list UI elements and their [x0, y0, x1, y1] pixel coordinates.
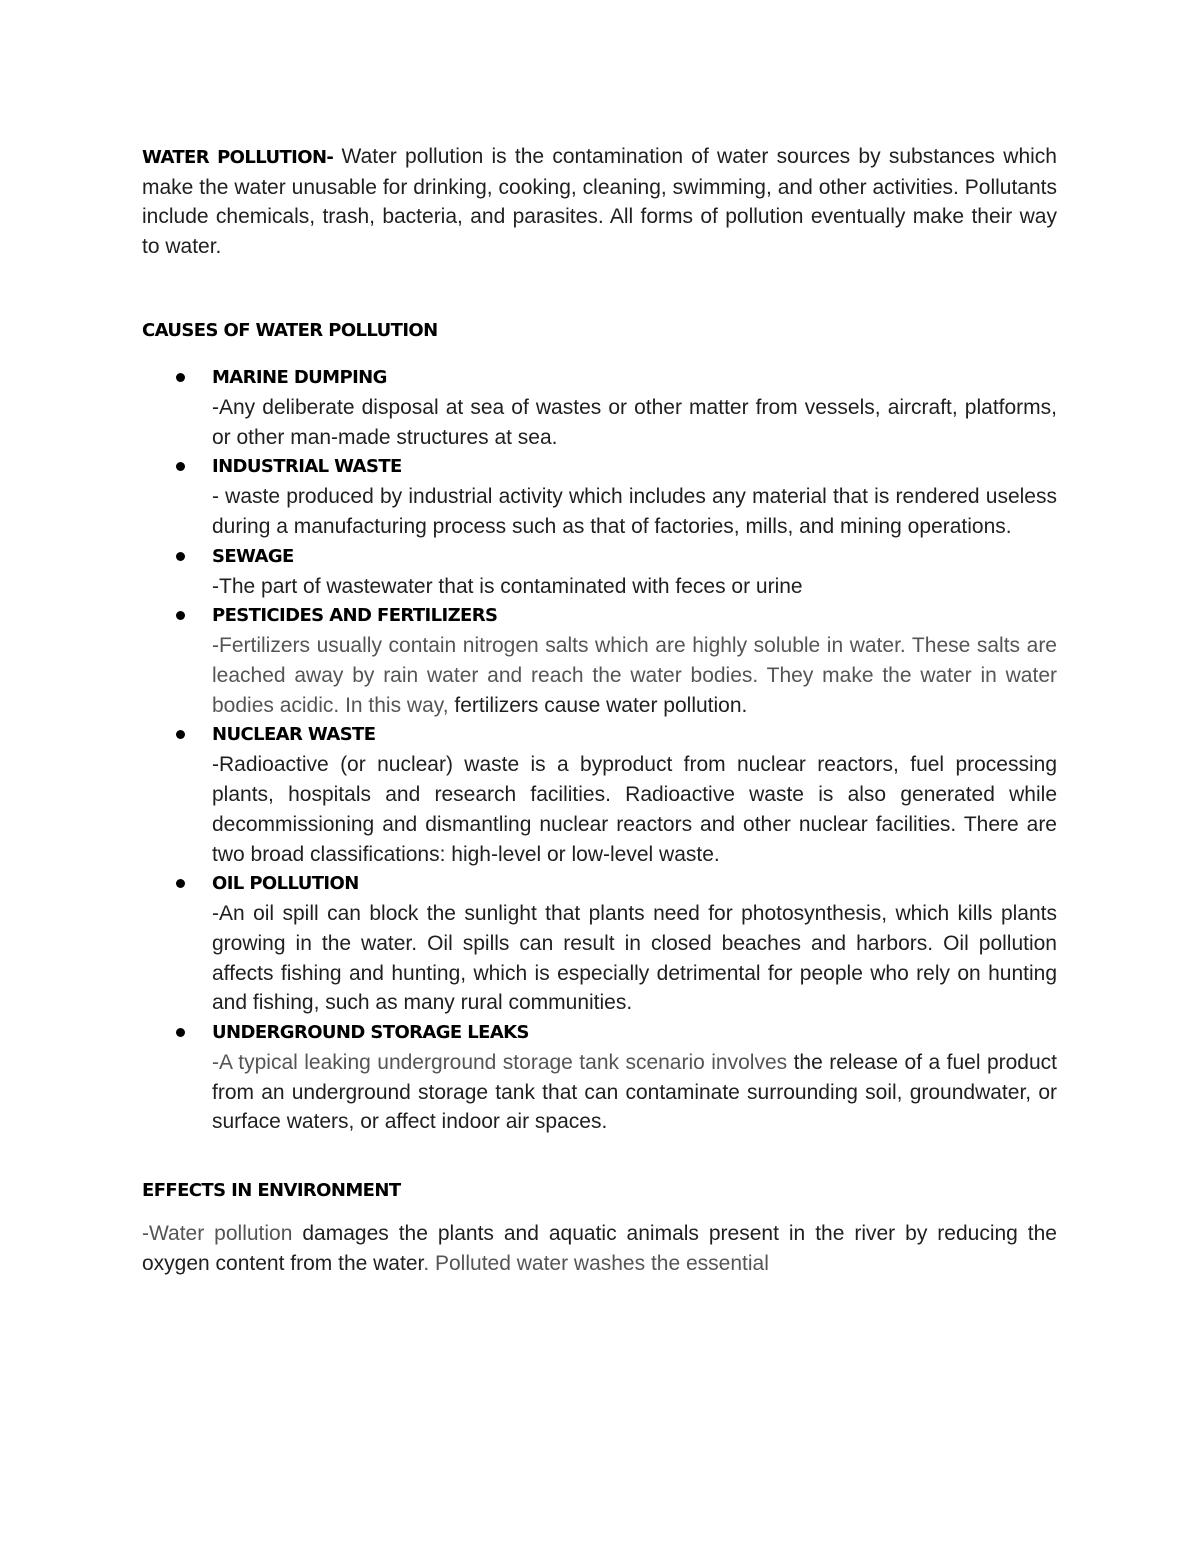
item-body-text: -An oil spill can block the sunlight that plants need for photosynthesis, which kills plants growing in the water. Oil spills can result in closed beaches and harbors. Oil pollution affects fishing and hunting, which is especially detrimental for people who rely on hunting and fishing, such as many rural communities. [212, 902, 1057, 1015]
bullet-icon [176, 373, 185, 382]
item-body-text: -Any deliberate disposal at sea of wastes or other matter from vessels, aircraft, platforms, or other man-made structures at sea. [212, 395, 1057, 449]
effects-text-c: . Polluted water washes the essential [423, 1251, 769, 1275]
item-body [212, 750, 1057, 869]
item-body [212, 899, 1057, 1018]
intro-paragraph [142, 142, 1057, 262]
list-item-nuclear-waste [142, 720, 1057, 869]
list-item-marine-dumping [142, 363, 1057, 452]
effects-heading: EFFECTS IN ENVIRONMENT [142, 1180, 401, 1202]
list-item-sewage [142, 542, 1057, 602]
item-title: MARINE DUMPING [212, 366, 387, 388]
intro-term: WATER POLLUTION- [142, 147, 334, 168]
item-body [212, 1048, 1057, 1137]
document-content [142, 142, 1057, 1279]
spacer [142, 262, 1057, 320]
bullet-icon [176, 462, 185, 471]
item-body [212, 572, 1057, 602]
list-item-oil-pollution [142, 869, 1057, 1018]
item-body-text: -Radioactive (or nuclear) waste is a byproduct from nuclear reactors, fuel processing plants, hospitals and research facilities. Radioactive waste is also generated while decommissioning and dismantling nuclear reactors and other nuclear facilities. There are two broad classifications: high-level or low-level waste. [212, 753, 1057, 866]
bullet-icon [176, 730, 185, 739]
causes-heading: CAUSES OF WATER POLLUTION [142, 319, 438, 341]
item-title: NUCLEAR WASTE [212, 724, 376, 746]
causes-list [142, 363, 1057, 1137]
item-body [212, 482, 1057, 541]
bullet-icon [176, 1028, 185, 1037]
item-body-text-emphasis: fertilizers cause water pollution. [454, 693, 748, 717]
effects-paragraph [142, 1219, 1057, 1278]
item-title: SEWAGE [212, 545, 294, 567]
effects-text-a: -Water pollution [142, 1222, 303, 1246]
item-body-text-emphasis: the release of a fuel product from an underground storage tank that can contaminate surrounding soil, groundwater, or surface waters, or affect indoor air spaces. [212, 1051, 1058, 1134]
bullet-icon [176, 879, 185, 888]
list-item-industrial-waste [142, 452, 1057, 541]
item-body-text: -A typical leaking underground storage tank scenario involves [212, 1051, 794, 1075]
item-title: PESTICIDES AND FERTILIZERS [212, 605, 498, 627]
item-body-text: -The part of wastewater that is contaminated with feces or urine [212, 574, 803, 598]
item-body-text: - waste produced by industrial activity which includes any material that is rendered useless during a manufacturing process such as that of factories, mills, and mining operations. [212, 485, 1057, 538]
item-title: OIL POLLUTION [212, 873, 359, 895]
bullet-icon [176, 611, 185, 620]
intro-text: Water pollution is the contamination of water sources by substances which make the water unusable for drinking, cooking, cleaning, swimming, and other activities. Pollutants include chemicals, trash, bacteria, and parasites. All forms of pollution eventually make their way to water. [142, 145, 1057, 259]
item-body [212, 631, 1057, 720]
item-body [212, 393, 1057, 452]
bullet-icon [176, 552, 185, 561]
effects-text-b: damages the plants and aquatic animals present in the river by reducing the oxygen content from the water [142, 1222, 1057, 1275]
item-title: UNDERGROUND STORAGE LEAKS [212, 1022, 529, 1044]
list-item-pesticides-fertilizers [142, 601, 1057, 720]
item-title: INDUSTRIAL WASTE [212, 456, 402, 478]
item-body-text: -Fertilizers usually contain nitrogen salts which are highly soluble in water. These salts are leached away by rain water and reach the water bodies. They make the water in water bodies acidic. In this way, [212, 634, 1057, 717]
list-item-underground-storage-leaks [142, 1018, 1057, 1137]
